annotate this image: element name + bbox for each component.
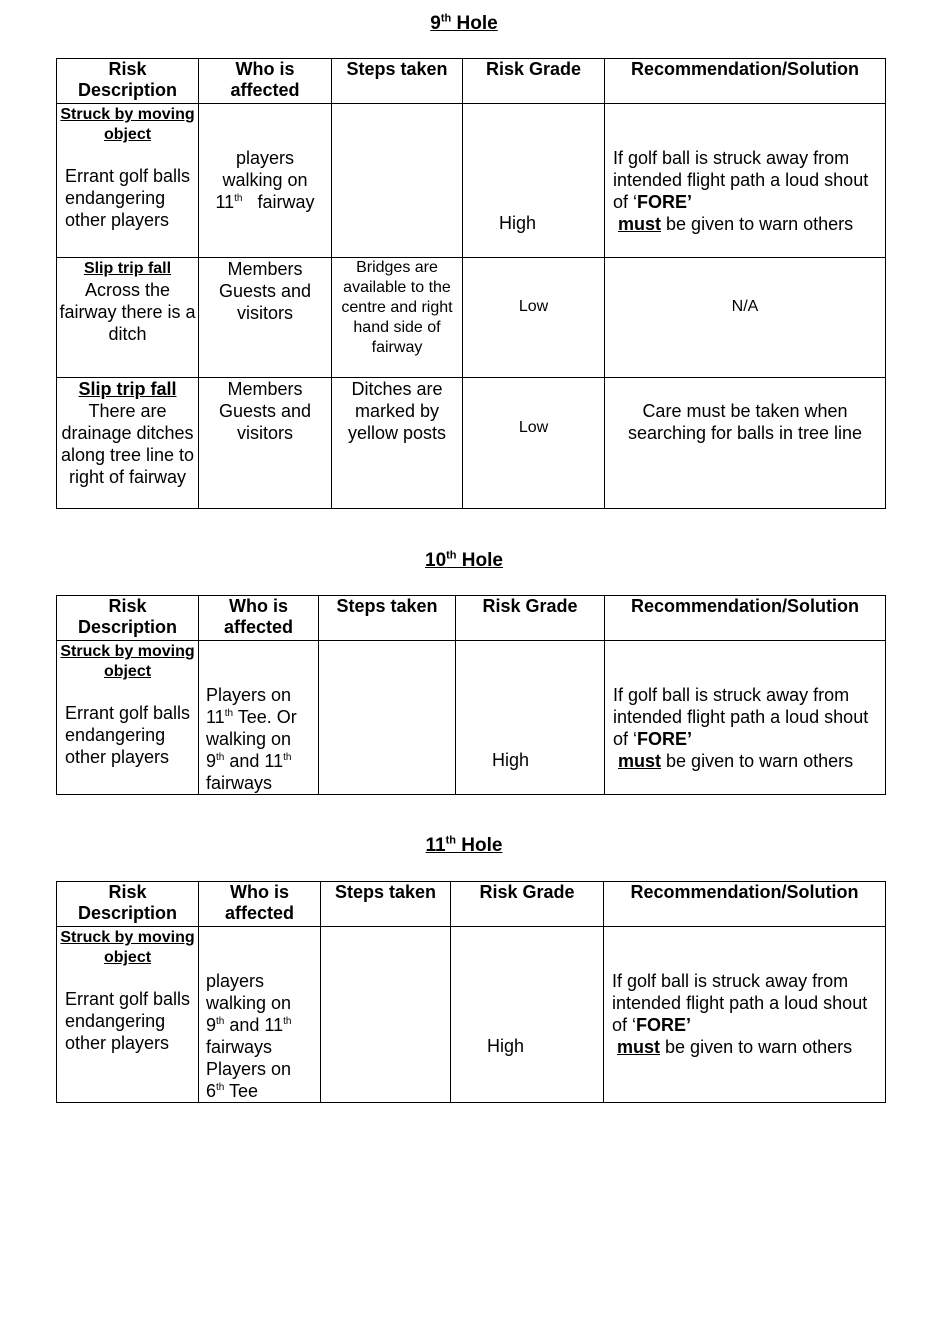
- table-row: [57, 258, 886, 378]
- risk-grade-cell: Low: [463, 258, 605, 378]
- steps-taken-cell: Ditches are marked by yellow posts: [332, 378, 463, 509]
- risk-description: Errant golf balls endangering other players: [65, 989, 191, 1053]
- header-steps-taken: Steps taken: [332, 59, 463, 104]
- risk-grade-cell: High: [463, 104, 605, 258]
- fore-warning: FORE’: [637, 729, 693, 749]
- header-steps-taken: Steps taken: [321, 882, 451, 927]
- risk-description-cell: [57, 641, 199, 795]
- risk-category: Struck by moving object: [60, 643, 195, 680]
- recommendation-cell: Care must be taken when searching for balls in tree line: [605, 378, 886, 509]
- header-recommendation: Recommendation/Solution: [605, 596, 886, 641]
- recommendation-cell: If golf ball is struck away from intended flight path a loud shout of ‘FORE’ must be given to warn others: [604, 927, 886, 1103]
- steps-taken-cell: [321, 927, 451, 1103]
- header-who-affected: Who is affected: [199, 596, 319, 641]
- table-header-row: [57, 882, 886, 927]
- risk-category: Slip trip fall: [78, 379, 177, 399]
- risk-description: Errant golf balls endangering other players: [65, 703, 191, 767]
- risk-description: Errant golf balls endangering other players: [65, 166, 191, 230]
- header-risk-description: Risk Description: [57, 882, 199, 927]
- header-risk-grade: Risk Grade: [456, 596, 605, 641]
- steps-taken-cell: [319, 641, 456, 795]
- fore-warning: FORE’: [637, 192, 693, 212]
- risk-description: Across the fairway there is a ditch: [59, 280, 196, 344]
- hole-9-title: 9th Hole: [430, 12, 498, 34]
- recommendation-cell: N/A: [605, 258, 886, 378]
- steps-taken-cell: [332, 104, 463, 258]
- header-risk-grade: Risk Grade: [451, 882, 604, 927]
- hole-11-risk-table: [56, 881, 886, 1103]
- table-row: [57, 641, 886, 795]
- risk-description-cell: [57, 258, 199, 378]
- recommendation-cell: If golf ball is struck away from intended flight path a loud shout of ‘FORE’ must be given to warn others: [605, 104, 886, 258]
- hole-9-risk-table: [56, 58, 886, 509]
- risk-description: There are drainage ditches along tree line to right of fairway: [60, 401, 195, 487]
- hole-10-title: 10th Hole: [425, 549, 503, 571]
- header-recommendation: Recommendation/Solution: [605, 59, 886, 104]
- table-header-row: [57, 59, 886, 104]
- table-row: [57, 927, 886, 1103]
- who-affected-cell: players walking on 11th fairway: [199, 104, 332, 258]
- fore-warning: FORE’: [636, 1015, 692, 1035]
- risk-grade-cell: High: [456, 641, 605, 795]
- steps-taken-cell: Bridges are available to the centre and right hand side of fairway: [332, 258, 463, 378]
- header-who-affected: Who is affected: [199, 59, 332, 104]
- risk-grade-cell: High: [451, 927, 604, 1103]
- table-row: [57, 104, 886, 258]
- recommendation-cell: If golf ball is struck away from intended flight path a loud shout of ‘FORE’ must be given to warn others: [605, 641, 886, 795]
- header-recommendation: Recommendation/Solution: [604, 882, 886, 927]
- header-risk-grade: Risk Grade: [463, 59, 605, 104]
- who-affected-cell: Members Guests and visitors: [199, 258, 332, 378]
- header-risk-description: Risk Description: [57, 59, 199, 104]
- header-who-affected: Who is affected: [199, 882, 321, 927]
- risk-description-cell: [57, 927, 199, 1103]
- risk-description-cell: [57, 378, 199, 509]
- risk-grade-cell: Low: [463, 378, 605, 509]
- table-row: [57, 378, 886, 509]
- risk-category: Slip trip fall: [83, 260, 172, 277]
- who-affected-cell: players walking on 9th and 11th fairways Players on 6th Tee: [199, 927, 321, 1103]
- who-affected-cell: Members Guests and visitors: [199, 378, 332, 509]
- header-steps-taken: Steps taken: [319, 596, 456, 641]
- header-risk-description: Risk Description: [57, 596, 199, 641]
- who-affected-cell: Players on 11th Tee. Or walking on 9th and 11th fairways: [199, 641, 319, 795]
- risk-category: Struck by moving object: [60, 929, 195, 966]
- hole-11-title: 11th Hole: [425, 834, 503, 856]
- risk-category: Struck by moving object: [60, 106, 195, 143]
- table-header-row: [57, 596, 886, 641]
- risk-description-cell: [57, 104, 199, 258]
- hole-10-risk-table: [56, 595, 886, 795]
